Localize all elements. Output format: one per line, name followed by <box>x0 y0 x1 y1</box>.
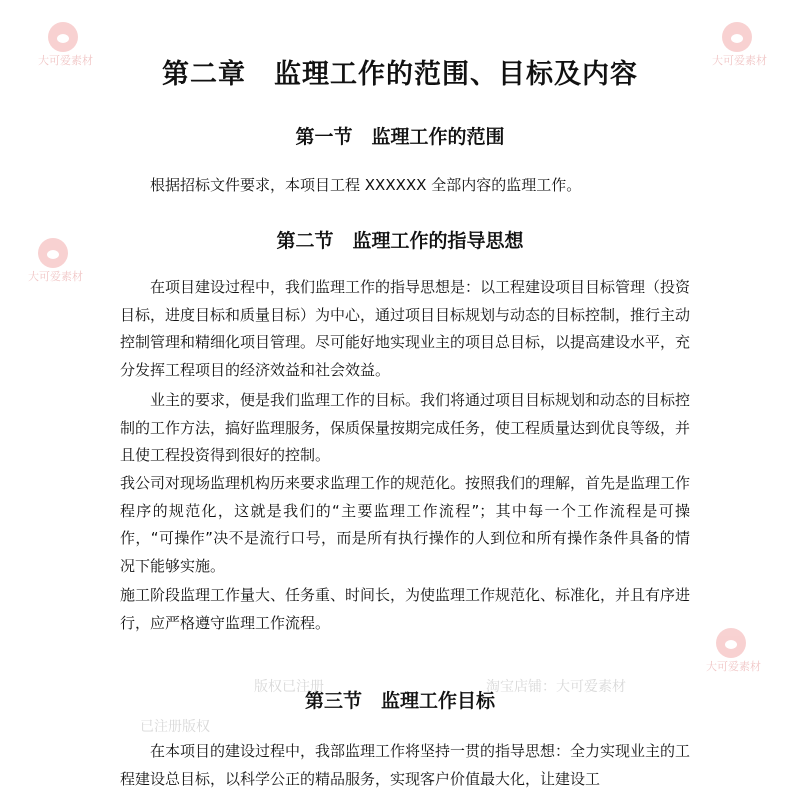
paragraph: 我公司对现场监理机构历来要求监理工作的规范化。按照我们的理解，首先是监理工作程序的规范化，这就是我们的“主要监理工作流程”；其中每一个工作流程是可操作，“可操作”决不是流行口号，而是所有执行操作的人到位和所有操作条件具备的情况下能够实施。 <box>120 474 691 575</box>
watermark-text: 版权已注册 <box>254 679 324 695</box>
watermark-brand: 大可爱素材 <box>38 54 93 67</box>
chapter-title: 第二章 监理工作的范围、目标及内容 <box>162 59 638 90</box>
watermark-brand: 大可爱素材 <box>706 660 761 673</box>
watermark-brand: 大可爱素材 <box>28 270 83 283</box>
paragraph: 根据招标文件要求，本项目工程 XXXXXX 全部内容的监理工作。 <box>150 176 582 194</box>
watermark-text: 已注册版权 <box>140 719 210 735</box>
section-title-3: 第三节 监理工作目标 <box>304 690 495 712</box>
paragraph: 在项目建设过程中，我们监理工作的指导思想是：以工程建设项目目标管理（投资目标，进度目标和质量目标）为中心，通过项目目标规划与动态的目标控制，推行主动控制管理和精细化项目管理。尽可能好地实现业主的项目总目标，以提高建设水平，充分发挥工程项目的经济效益和社会效益。 <box>120 278 691 379</box>
watermark-brand: 大可爱素材 <box>712 54 767 67</box>
paragraph: 施工阶段监理工作量大、任务重、时间长，为使监理工作规范化、标准化，并且有序进行，应严格遵守监理工作流程。 <box>120 586 691 632</box>
paragraph: 在本项目的建设过程中，我部监理工作将坚持一贯的指导思想：全力实现业主的工程建设总目标，以科学公正的精品服务，实现客户价值最大化，让建设工 <box>120 742 691 788</box>
section-title-1: 第一节 监理工作的范围 <box>295 126 505 148</box>
paragraph: 业主的要求，便是我们监理工作的目标。我们将通过项目目标规划和动态的目标控制的工作方法，搞好监理服务，保质保量按期完成任务，使工程质量达到优良等级，并且使工程投资得到很好的控制。 <box>120 391 691 464</box>
section-title-2: 第二节 监理工作的指导思想 <box>276 230 524 252</box>
watermark-text: 淘宝店铺：大可爱素材 <box>486 679 626 695</box>
